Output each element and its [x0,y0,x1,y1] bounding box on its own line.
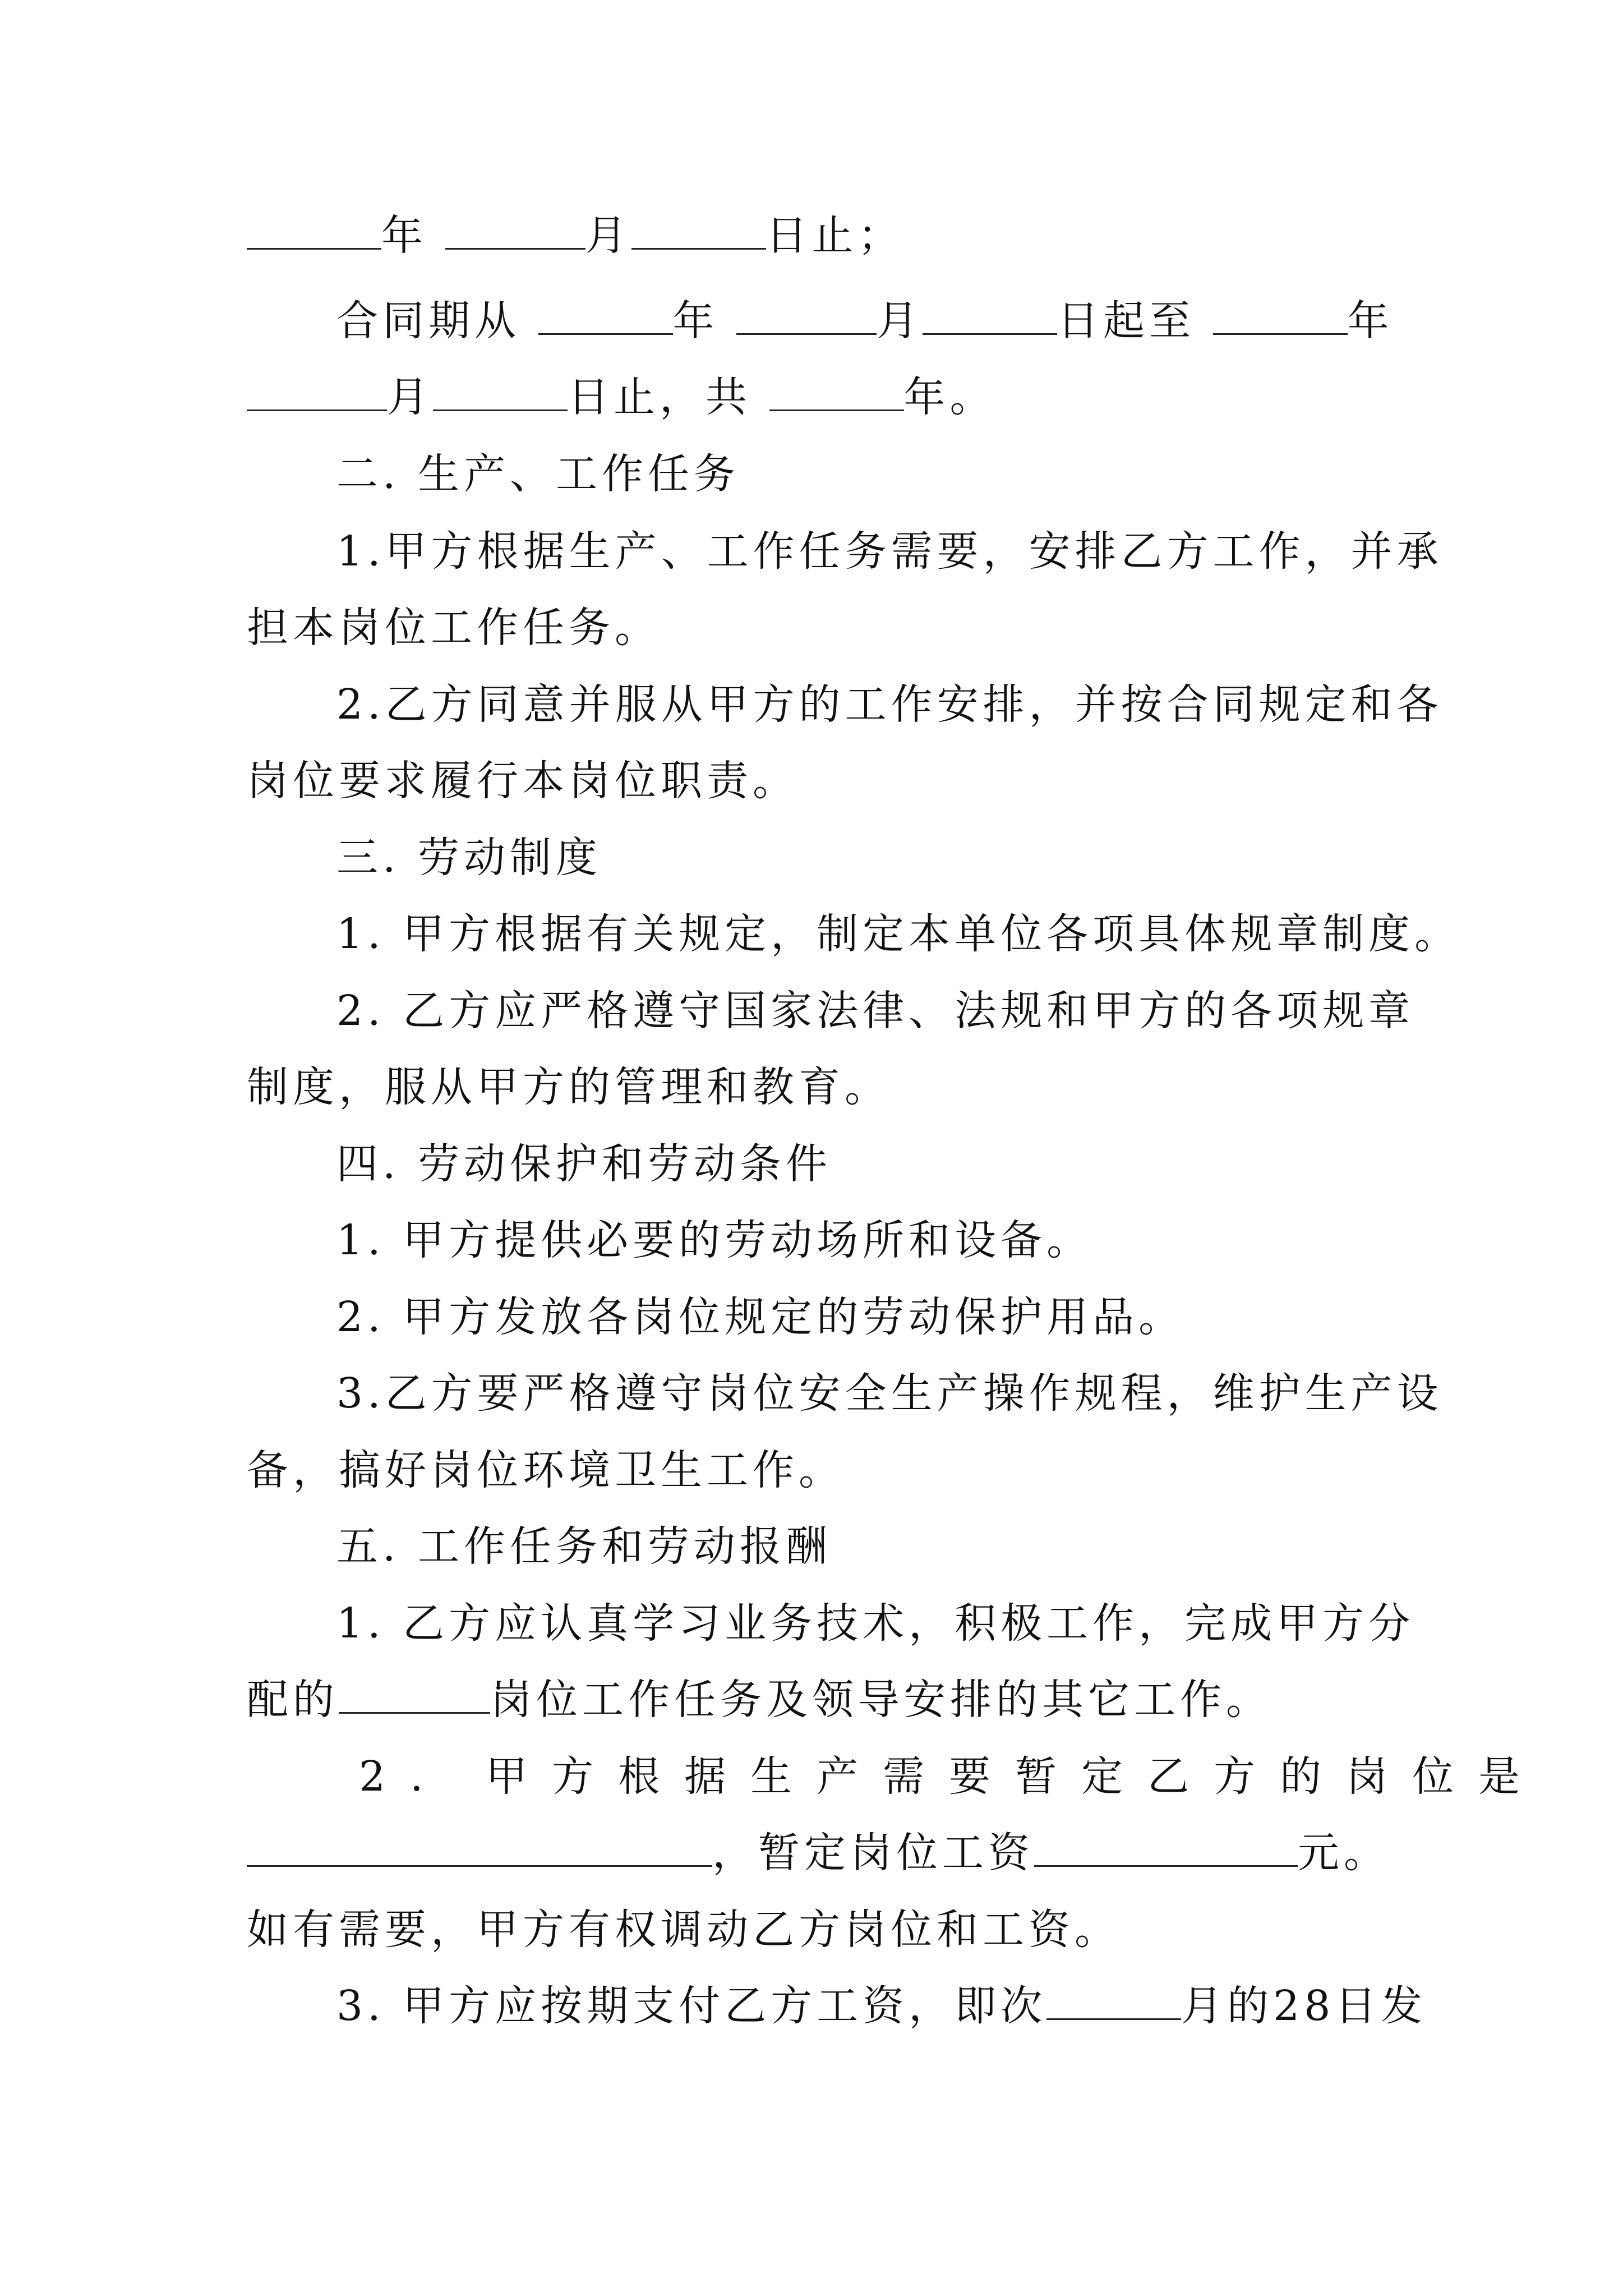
section-heading-3: 三. 劳动制度 [336,834,602,882]
blank-end-year[interactable] [1213,296,1348,335]
line-assigned-post: 配的 岗位工作任务及领导安排的其它工作。 [247,1676,1272,1724]
paragraph-line: 2.乙方同意并服从甲方的工作安排，并按合同规定和各 [336,680,1443,729]
paragraph-line: 1. 甲方提供必要的劳动场所和设备。 [336,1216,1093,1264]
blank-month[interactable] [445,211,585,250]
paragraph-line: 2. 甲方根据生产需要暂定乙方的岗位是 [359,1752,1545,1801]
blank-year[interactable] [247,211,381,250]
paragraph-line: 1.甲方根据生产、工作任务需要，安排乙方工作，并承 [336,527,1443,576]
paragraph-line: 制度，服从甲方的管理和教育。 [247,1063,891,1111]
blank-salary[interactable] [1034,1828,1298,1867]
blank-total-years[interactable] [769,372,904,411]
blank-end-month[interactable] [247,372,387,411]
line-date-end: 年 月 日止； [247,210,1441,261]
section-heading-5: 五. 工作任务和劳动报酬 [336,1522,832,1571]
blank-day[interactable] [631,211,766,250]
paragraph-line: 3.乙方要严格遵守岗位安全生产操作规程，维护生产设 [336,1369,1443,1418]
line-post-salary: ，暂定岗位工资 元。 [247,1828,1441,1878]
blank-post-name[interactable] [247,1828,712,1867]
blank-pay-month[interactable] [1046,1981,1181,2020]
paragraph-line: 担本岗位工作任务。 [247,604,661,652]
line-contract-period-cont: 月 日止，共 年。 [247,372,1441,422]
paragraph-line: 1. 乙方应认真学习业务技术，积极工作，完成甲方分 [336,1599,1415,1648]
paragraph-line: 2. 乙方应严格遵守国家法律、法规和甲方的各项规章 [336,987,1415,1035]
paragraph-line: 1. 甲方根据有关规定，制定本单位各项具体规章制度。 [336,910,1461,958]
blank-post[interactable] [339,1675,490,1714]
section-heading-4: 四. 劳动保护和劳动条件 [336,1140,832,1188]
paragraph-line: 如有需要，甲方有权调动乙方岗位和工资。 [247,1906,1121,1954]
blank-end-day[interactable] [433,372,568,411]
blank-start-month[interactable] [736,296,877,335]
line-contract-period: 合同期从 年 月 日起至 年 [336,297,1394,345]
paragraph-line: 岗位要求履行本岗位职责。 [247,757,799,805]
section-heading-2: 二. 生产、工作任务 [336,450,740,498]
line-pay-date: 3. 甲方应按期支付乙方工资，即次 月的28日发 [336,1982,1427,2030]
paragraph-line: 备，搞好岗位环境卫生工作。 [247,1446,845,1494]
blank-start-year[interactable] [538,296,673,335]
blank-start-day[interactable] [923,296,1057,335]
paragraph-line: 2. 甲方发放各岗位规定的劳动保护用品。 [336,1293,1185,1341]
